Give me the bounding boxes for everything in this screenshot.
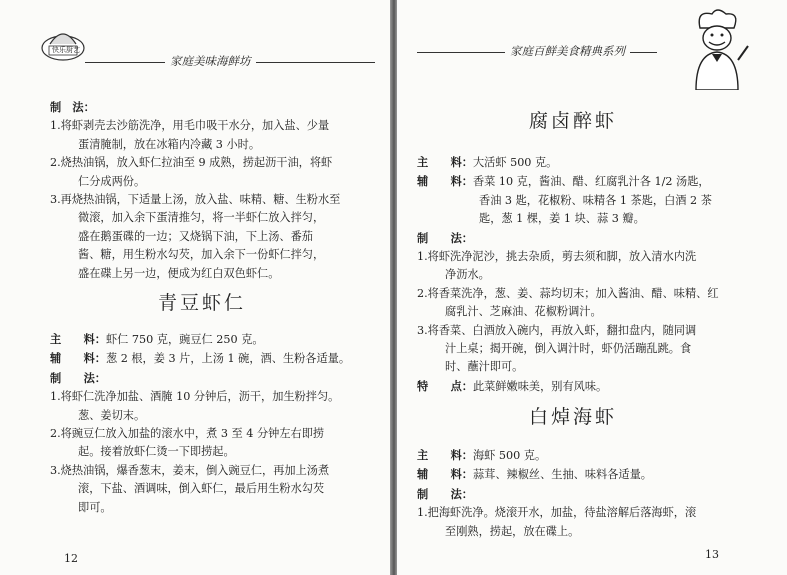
method-line: 微滚，加入余下蛋清推匀，将一半虾仁放入拌匀， [78, 211, 325, 225]
logo-text: 快乐厨艺 [52, 46, 80, 54]
step-line: 葱、姜切末。 [78, 408, 146, 422]
page-number: 12 [64, 552, 78, 565]
main-ingredient-label: 主 料： [417, 448, 473, 462]
feature-label: 特 点： [417, 378, 473, 393]
method-line: 仁分成两份。 [78, 174, 146, 188]
aux-ingredient-label: 辅 料： [50, 351, 106, 366]
main-ingredient-value: 虾仁 750 克，豌豆仁 250 克。 [105, 333, 264, 346]
recipe-section [417, 153, 782, 396]
aux-ingredient-value: 香油 3 匙，花椒粉、味精各 1 茶匙，白酒 2 茶 [479, 193, 712, 207]
method-line: 2.烧热油锅，放入虾仁拉油至 9 成熟，捞起沥干油，将虾 [50, 156, 333, 170]
step-line: 3.将香菜、白酒放入碗内，再放入虾，翻扣盘内，随同调 [417, 323, 697, 337]
aux-ingredient-value: 葱 2 根，姜 3 片，上汤 1 碗，酒、生粉各适量。 [105, 352, 351, 366]
recipe-section [417, 446, 696, 541]
method-line: 蛋清腌制，放在冰箱内冷藏 3 小时。 [78, 137, 261, 151]
method-label: 制 法： [417, 486, 473, 501]
step-line: 1.把海虾洗净。烧滚开水，加盐，待盐溶解后落海虾，滚 [417, 506, 697, 520]
step-line: 时、蘸汁即可。 [445, 360, 524, 374]
feature-value: 此菜鲜嫩味美，别有风味。 [472, 379, 608, 393]
main-ingredient-label: 主 料： [417, 155, 473, 169]
page-number: 13 [705, 548, 719, 561]
chef-icon [682, 6, 752, 90]
aux-ingredient-label: 辅 料： [417, 467, 473, 482]
method-line: 盛在鹅蛋碟的一边；又烧锅下油，下上汤、番茄 [78, 229, 313, 243]
step-line: 汁上桌；揭开碗，倒入调汁时，虾仍活蹦乱跳。食 [445, 342, 692, 356]
step-line: 净沥水。 [445, 268, 490, 282]
main-ingredient-label: 主 料： [50, 332, 106, 346]
step-line: 2.将豌豆仁放入加盐的滚水中，煮 3 至 4 分钟左右即捞 [50, 427, 325, 441]
aux-ingredient-value: 香菜 10 克，酱油、醋、红腐乳汁各 1/2 汤匙， [472, 175, 710, 189]
dish-title: 白焯海虾 [529, 406, 618, 428]
step-line: 即可。 [78, 500, 112, 514]
step-line: 腐乳汁、芝麻油、花椒粉调汁。 [445, 305, 602, 319]
method-label: 制 法： [50, 100, 95, 114]
method-line: 盛在碟上另一边，便成为红白双色虾仁。 [78, 266, 280, 280]
step-line: 滚，下盐、酒调味，倒入虾仁，最后用生粉水勾芡 [78, 482, 325, 496]
main-ingredient-value: 大活虾 500 克。 [472, 156, 558, 169]
left-page [0, 0, 392, 575]
method-label: 制 法： [417, 230, 473, 245]
dish-title: 腐卤醉虾 [529, 110, 618, 132]
aux-ingredient-value: 匙，葱 1 棵，姜 1 块、蒜 3 瓣。 [479, 212, 645, 226]
header-title: 家庭美味海鲜坊 [165, 53, 256, 69]
method-section [50, 98, 340, 283]
dish-title: 青豆虾仁 [158, 292, 247, 314]
step-line: 起。接着放虾仁烫一下即捞起。 [78, 445, 235, 459]
kitchen-logo-icon [40, 22, 86, 66]
recipe-section [50, 330, 350, 517]
aux-ingredient-value: 蒜茸、辣椒丝、生抽、味料各适量。 [472, 468, 652, 482]
step-line: 2.将香菜洗净，葱、姜、蒜均切末；加入酱油、醋、味精、红 [417, 286, 719, 300]
method-line: 3.再烧热油锅，下适量上汤，放入盐、味精、糖、生粉水至 [50, 193, 341, 207]
step-line: 1.将虾仁洗净加盐、酒腌 10 分钟后，沥干，加生粉拌匀。 [50, 390, 340, 404]
step-line: 3.烧热油锅，爆香葱末，姜末，倒入豌豆仁，再加上汤煮 [50, 463, 330, 477]
method-line: 1.将虾剥壳去沙筋洗净，用毛巾吸干水分，加入盐、少量 [50, 119, 330, 133]
aux-ingredient-label: 辅 料： [417, 174, 473, 189]
main-ingredient-value: 海虾 500 克。 [472, 449, 547, 462]
step-line: 1.将虾洗净泥沙，挑去杂质，剪去须和脚，放入清水内洗 [417, 250, 697, 264]
header-title: 家庭百鲜美食精典系列 [505, 43, 630, 59]
right-page [397, 0, 787, 575]
step-line: 至刚熟，捞起，放在碟上。 [445, 524, 580, 538]
method-label: 制 法： [50, 370, 106, 385]
method-line: 酱、糖，用生粉水勾芡，加入余下一份虾仁拌匀， [78, 248, 325, 262]
